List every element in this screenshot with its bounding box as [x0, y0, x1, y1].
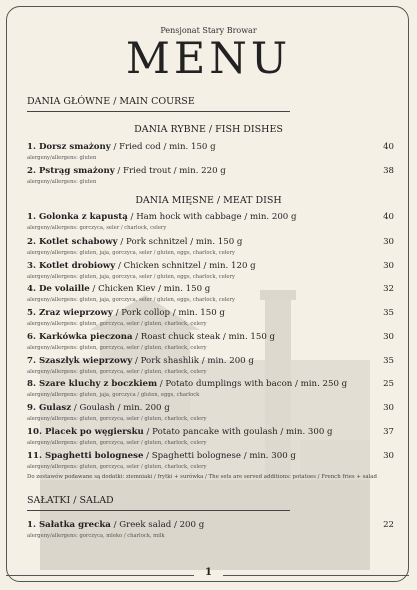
item-name: 5. Zraz wieprzowy / Pork collop / min. 150 g: [27, 308, 225, 318]
item-name: 3. Kotlet drobiowy / Chicken schnitzel / min. 120 g: [27, 261, 256, 271]
item-price: 35: [383, 308, 394, 318]
item-name: 9. Gulasz / Goulash / min. 200 g: [27, 403, 170, 413]
item-price: 30: [383, 237, 394, 247]
item-name: 8. Szare kluchy z boczkiem / Potato dumplings with bacon / min. 250 g: [27, 379, 348, 389]
item-allergens: alergeny/allergens: gluten, gorczyca, seler / gluten, charlock, celery: [27, 369, 207, 375]
item-price: 35: [383, 356, 394, 366]
footer-divider-right: [223, 575, 409, 576]
item-price: 22: [383, 520, 394, 530]
item-allergens: alergeny/allergens: gluten, gorczyca, seler / gluten, charlock, celery: [27, 345, 207, 351]
item-name: 7. Szaszłyk wieprzowy / Pork shashlik / min. 200 g: [27, 356, 254, 366]
item-price: 32: [383, 284, 394, 294]
page-number: 1: [205, 567, 212, 578]
item-allergens: alergeny/allergens: gluten, gorczyca, seler / gluten, charlock, celery: [27, 416, 207, 422]
item-name: 1. Golonka z kapustą / Ham hock with cabbage / min. 200 g: [27, 212, 297, 222]
item-price: 30: [383, 403, 394, 413]
item-allergens: alergeny/allergens: gluten, gorczyca, seler / gluten, charlock, celery: [27, 321, 207, 327]
section-divider: [27, 111, 290, 112]
item-price: 37: [383, 427, 394, 437]
item-price: 40: [383, 142, 394, 152]
item-name: 2. Kotlet schabowy / Pork schnitzel / min. 150 g: [27, 237, 243, 247]
item-price: 30: [383, 332, 394, 342]
item-price: 30: [383, 261, 394, 271]
item-allergens: alergeny/allergens: gluten, jaja, gorczyca, seler / gluten, eggs, charlock, celery: [27, 297, 235, 303]
item-name: 2. Pstrąg smażony / Fried trout / min. 220 g: [27, 166, 226, 176]
item-price: 30: [383, 451, 394, 461]
item-allergens: alergeny/allergens: gluten, jaja, gorczyca / gluten, eggs, charlock: [27, 392, 200, 398]
meat-dish-heading: DANIA MIĘSNE / MEAT DISH: [135, 195, 282, 206]
item-allergens: alergeny/allergens: gluten, jaja, gorczyca, seler / gluten, eggs, charlock, celery: [27, 250, 235, 256]
item-allergens: alergeny/allergens: gluten: [27, 155, 97, 161]
item-name: 6. Karkówka pieczona / Roast chuck steak / min. 150 g: [27, 332, 276, 342]
item-allergens: alergeny/allergens: gluten, gorczyca, seler / gluten, charlock, celery: [27, 440, 207, 446]
item-name: 10. Placek po węgiersku / Potato pancake with goulash / min. 300 g: [27, 427, 333, 437]
item-price: 38: [383, 166, 394, 176]
item-name: 1. Sałatka grecka / Greek salad / 200 g: [27, 520, 205, 530]
item-allergens: alergeny/allergens: gluten, jaja, gorczyca, seler / gluten, eggs, charlock, celery: [27, 274, 235, 280]
item-allergens: alergeny/allergens: gorczyca, mleko / charlock, milk: [27, 533, 165, 539]
page-title: MENU: [125, 34, 292, 84]
item-price: 40: [383, 212, 394, 222]
section-divider: [27, 510, 290, 511]
item-name: 11. Spaghetti bolognese / Spaghetti bolognese / min. 300 g: [27, 451, 296, 461]
item-price: 25: [383, 379, 394, 389]
item-allergens: alergeny/allergens: gluten: [27, 179, 97, 185]
fish-dishes-heading: DANIA RYBNE / FISH DISHES: [134, 124, 283, 135]
item-name: 1. Dorsz smażony / Fried cod / min. 150 g: [27, 142, 216, 152]
side-dish-note: Do zestawów podawane są dodatki: ziemniaki / frytki + surówka / The sets are served additions: potatoes / French fries + salad: [27, 474, 377, 480]
restaurant-name: Pensjonat Stary Browar: [160, 26, 257, 35]
item-allergens: alergeny/allergens: gorczyca, seler / charlock, celery: [27, 225, 167, 231]
main-course-heading: DANIA GŁÓWNE / MAIN COURSE: [27, 96, 195, 107]
salads-heading: SAŁATKI / SALAD: [27, 495, 114, 506]
item-allergens: alergeny/allergens: gluten, gorczyca, seler / gluten, charlock, celery: [27, 464, 207, 470]
item-name: 4. De volaille / Chicken Kiev / min. 150 g: [27, 284, 211, 294]
